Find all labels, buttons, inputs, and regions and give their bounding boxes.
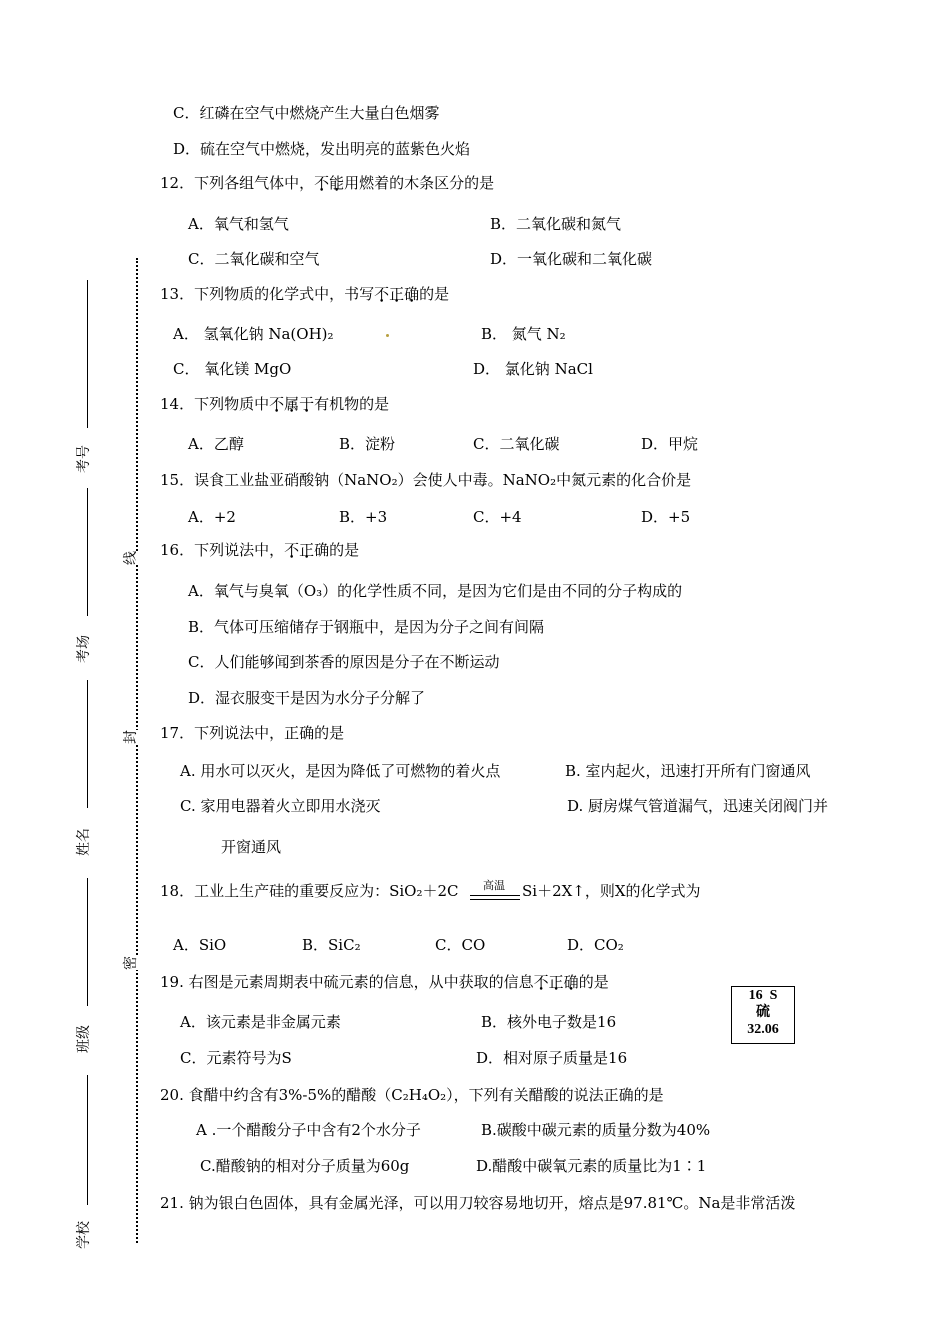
q14-option-d: D．甲烷 xyxy=(641,435,699,453)
q12-option-c: C．二氧化碳和空气 xyxy=(188,250,320,268)
q20-option-b: B.碳酸中碳元素的质量分数为40% xyxy=(481,1121,711,1139)
sidebar-label-exam-room: 考场 xyxy=(76,635,92,663)
element-symbol: S xyxy=(769,988,778,1003)
q15-option-a: A．+2 xyxy=(188,508,236,526)
periodic-element-box xyxy=(731,986,795,1044)
reaction-equals-sign xyxy=(470,895,520,900)
seal-dotted-line xyxy=(136,258,138,1243)
q12-option-d: D．一氧化碳和二氧化碳 xyxy=(490,250,653,268)
q19-option-c: C．元素符号为S xyxy=(180,1049,292,1067)
q12-option-a: A．氧气和氢气 xyxy=(188,215,289,233)
q13-option-b: B． 氮气 N₂ xyxy=(481,325,566,343)
sidebar-rule xyxy=(87,488,88,616)
q14-option-c: C．二氧化碳 xyxy=(473,435,560,453)
q19-option-d: D．相对原子质量是16 xyxy=(476,1049,628,1067)
q20-option-c: C.醋酸钠的相对分子质量为60g xyxy=(200,1157,410,1175)
q17-option-b: B. 室内起火，迅速打开所有门窗通风 xyxy=(565,762,811,780)
q16-option-c: C．人们能够闻到茶香的原因是分子在不断运动 xyxy=(188,653,500,671)
q16-option-b: B．气体可压缩储存于钢瓶中，是因为分子之间有间隔 xyxy=(188,618,545,636)
q12-stem: 12．下列各组气体中，不能用燃着的木条区分的是 xyxy=(160,174,495,192)
seal-mark-line: 线 xyxy=(120,551,140,565)
q17-option-d-cont: 开窗通风 xyxy=(221,838,282,856)
q18-option-a: A．SiO xyxy=(173,936,227,954)
element-mass: 32.06 xyxy=(747,1022,779,1037)
element-top-row xyxy=(732,987,794,1004)
q11-option-c: C．红磷在空气中燃烧产生大量白色烟雾 xyxy=(173,104,440,122)
q18-stem-part2: Si＋2X↑，则X的化学式为 xyxy=(522,882,701,900)
element-number: 16 xyxy=(748,988,763,1003)
q16-option-a: A．氧气与臭氧（O₃）的化学性质不同，是因为它们是由不同的分子构成的 xyxy=(188,582,683,600)
sidebar-label-name: 姓名 xyxy=(76,828,92,856)
seal-mark-seal: 封 xyxy=(120,730,140,744)
q18-option-c: C．CO xyxy=(435,936,486,954)
q13-stem: 13．下列物质的化学式中，书写不正确的是 xyxy=(160,285,450,303)
q20-option-d: D.醋酸中碳氧元素的质量比为1∶1 xyxy=(476,1157,707,1175)
reaction-condition: 高温 xyxy=(483,879,505,892)
q12-option-b: B．二氧化碳和氮气 xyxy=(490,215,622,233)
q16-stem: 16．下列说法中，不正确的是 xyxy=(160,541,360,559)
q17-option-a: A. 用水可以灭火，是因为降低了可燃物的着火点 xyxy=(180,762,501,780)
q19-option-a: A．该元素是非金属元素 xyxy=(180,1013,341,1031)
element-name: 硫 xyxy=(756,1005,770,1020)
q14-option-a: A．乙醇 xyxy=(188,435,244,453)
q21-stem: 21. 钠为银白色固体，具有金属光泽，可以用刀较容易地切开，熔点是97.81℃。Na是非常活泼 xyxy=(160,1194,796,1212)
q11-option-d: D．硫在空气中燃烧，发出明亮的蓝紫色火焰 xyxy=(173,140,471,158)
q20-option-a: A .一个醋酸分子中含有2个水分子 xyxy=(196,1121,421,1139)
q18-stem-part1: 18．工业上生产硅的重要反应为：SiO₂＋2C xyxy=(160,882,459,900)
q13-option-c: C． 氧化镁 MgO xyxy=(173,360,292,378)
q15-option-d: D．+5 xyxy=(641,508,691,526)
sidebar-rule xyxy=(87,878,88,1006)
q19-option-b: B．核外电子数是16 xyxy=(481,1013,617,1031)
sidebar-label-class: 班级 xyxy=(76,1025,92,1053)
q16-option-d: D．湿衣服变干是因为水分子分解了 xyxy=(188,689,426,707)
sidebar-rule xyxy=(87,1075,88,1205)
q13-option-a: A． 氢氧化钠 Na(OH)₂ xyxy=(173,325,334,343)
q19-stem: 19. 右图是元素周期表中硫元素的信息，从中获取的信息不正确的是 xyxy=(160,973,609,991)
sidebar-rule xyxy=(87,680,88,808)
q15-option-b: B．+3 xyxy=(339,508,388,526)
q13-option-d: D． 氯化钠 NaCl xyxy=(473,360,593,378)
sidebar-label-school: 学校 xyxy=(76,1221,92,1249)
q20-stem: 20. 食醋中约含有3%-5%的醋酸（C₂H₄O₂），下列有关醋酸的说法正确的是 xyxy=(160,1086,664,1104)
q17-stem: 17．下列说法中，正确的是 xyxy=(160,724,345,742)
sidebar-rule xyxy=(87,280,88,428)
q18-option-b: B．SiC₂ xyxy=(302,936,361,954)
q15-stem: 15．误食工业盐亚硝酸钠（NaNO₂）会使人中毒。NaNO₂中氮元素的化合价是 xyxy=(160,471,692,489)
q14-option-b: B．淀粉 xyxy=(339,435,396,453)
q18-option-d: D．CO₂ xyxy=(567,936,624,954)
q15-option-c: C．+4 xyxy=(473,508,522,526)
q14-stem: 14．下列物质中不属于有机物的是 xyxy=(160,395,390,413)
sidebar-label-exam-number: 考号 xyxy=(76,445,92,473)
stray-dot xyxy=(386,334,389,337)
q17-option-d: D. 厨房煤气管道漏气，迅速关闭阀门并 xyxy=(567,797,829,815)
seal-mark-secret: 密 xyxy=(120,956,140,970)
q17-option-c: C. 家用电器着火立即用水浇灭 xyxy=(180,797,381,815)
